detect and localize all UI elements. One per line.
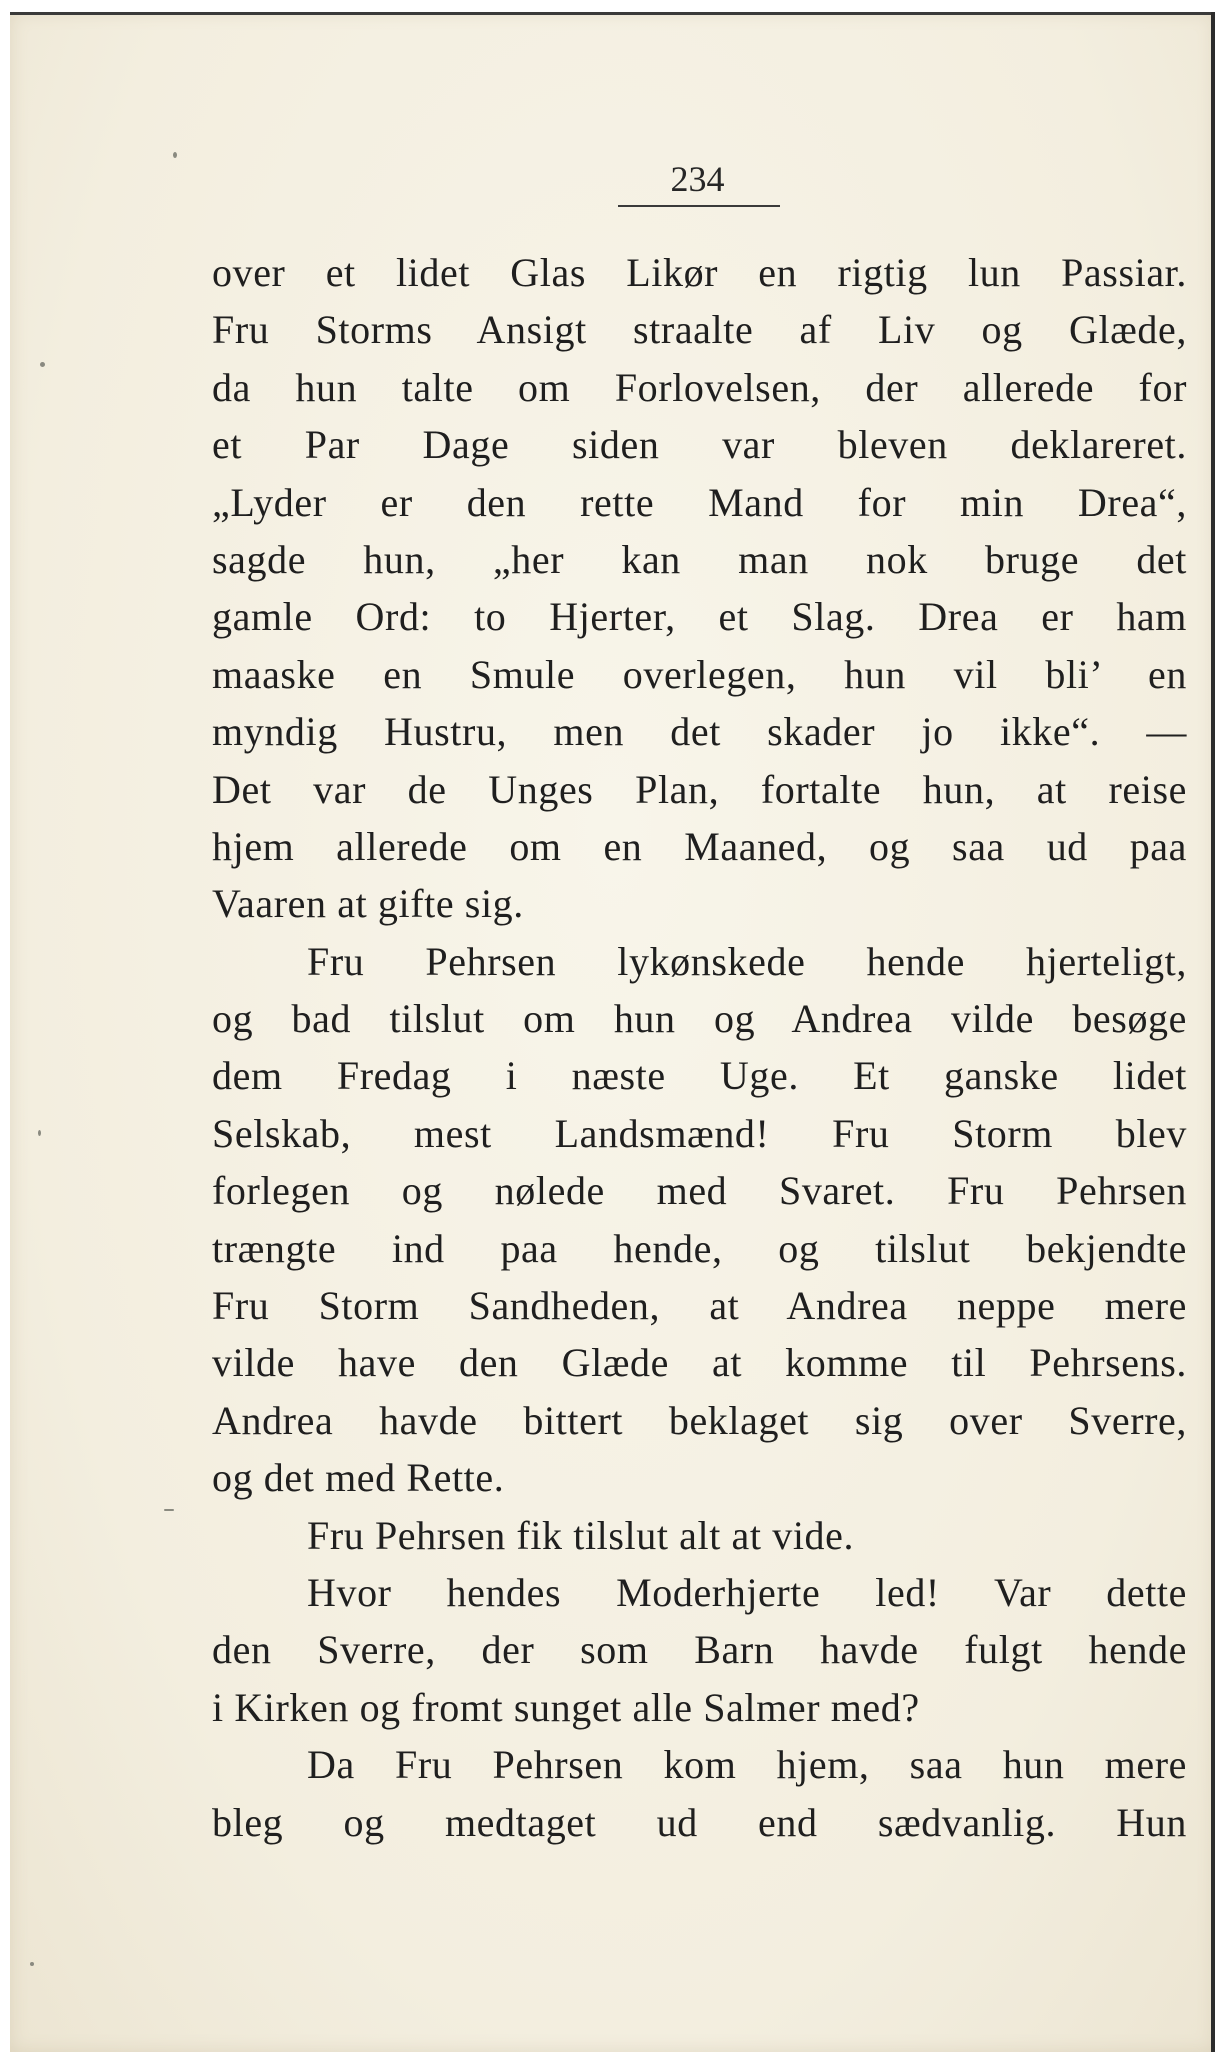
text-line: Fru Pehrsen lykønskede hende hjerteligt, [307,938,1187,984]
text-line: og bad tilslut om hun og Andrea vilde besøge [212,996,1187,1042]
page-number-rule [618,205,780,207]
page-right-edge [1211,12,1215,2052]
text-line: Fru Storms Ansigt straalte af Liv og Glæde, [212,307,1187,353]
text-line: vilde have den Glæde at komme til Pehrsens. [212,1340,1187,1386]
text-line: da hun talte om Forlovelsen, der allerede for [212,364,1187,410]
book-page [10,12,1215,2052]
text-line: dem Fredag i næste Uge. Et ganske lidet [212,1053,1187,1099]
text-line: og det med Rette. [212,1455,505,1501]
text-line: Vaaren at gifte sig. [212,881,524,927]
text-line: Andrea havde bittert beklaget sig over Sverre, [212,1397,1187,1443]
text-line: Selskab, mest Landsmænd! Fru Storm blev [212,1110,1187,1156]
text-line: bleg og medtaget ud end sædvanlig. Hun [212,1799,1187,1845]
text-line: i Kirken og fromt sunget alle Salmer med? [212,1684,920,1730]
page-top-edge [10,12,1215,15]
text-line: over et lidet Glas Likør en rigtig lun Passiar. [212,250,1187,295]
text-line: myndig Hustru, men det skader jo ikke“. — [212,709,1187,755]
paper-speck [173,152,177,158]
text-line: forlegen og nølede med Svaret. Fru Pehrsen [212,1168,1187,1214]
paper-speck [40,362,45,367]
text-line: et Par Dage siden var bleven deklareret. [212,422,1187,468]
text-line: Det var de Unges Plan, fortalte hun, at reise [212,766,1187,812]
text-line: maaske en Smule overlegen, hun vil bli’ en [212,651,1187,697]
page-number: 234 [670,159,725,199]
text-line: gamle Ord: to Hjerter, et Slag. Drea er ham [212,594,1187,640]
text-line: Hvor hendes Moderhjerte led! Var dette [307,1569,1187,1615]
paper-speck [30,1962,34,1966]
body-text [212,244,1187,1851]
text-line: trængte ind paa hende, og tilslut bekjendte [212,1225,1187,1271]
text-line: „Lyder er den rette Mand for min Drea“, [212,479,1187,525]
text-line: Da Fru Pehrsen kom hjem, saa hun mere [307,1742,1187,1788]
text-line: Fru Storm Sandheden, at Andrea neppe mere [212,1283,1187,1329]
text-line: sagde hun, „her kan man nok bruge det [212,536,1187,582]
text-line: Fru Pehrsen fik tilslut alt at vide. [307,1512,855,1558]
paper-speck [164,1509,174,1511]
text-line: den Sverre, der som Barn havde fulgt hende [212,1627,1187,1673]
text-line: hjem allerede om en Maaned, og saa ud paa [212,823,1187,869]
paper-speck [38,1130,41,1136]
